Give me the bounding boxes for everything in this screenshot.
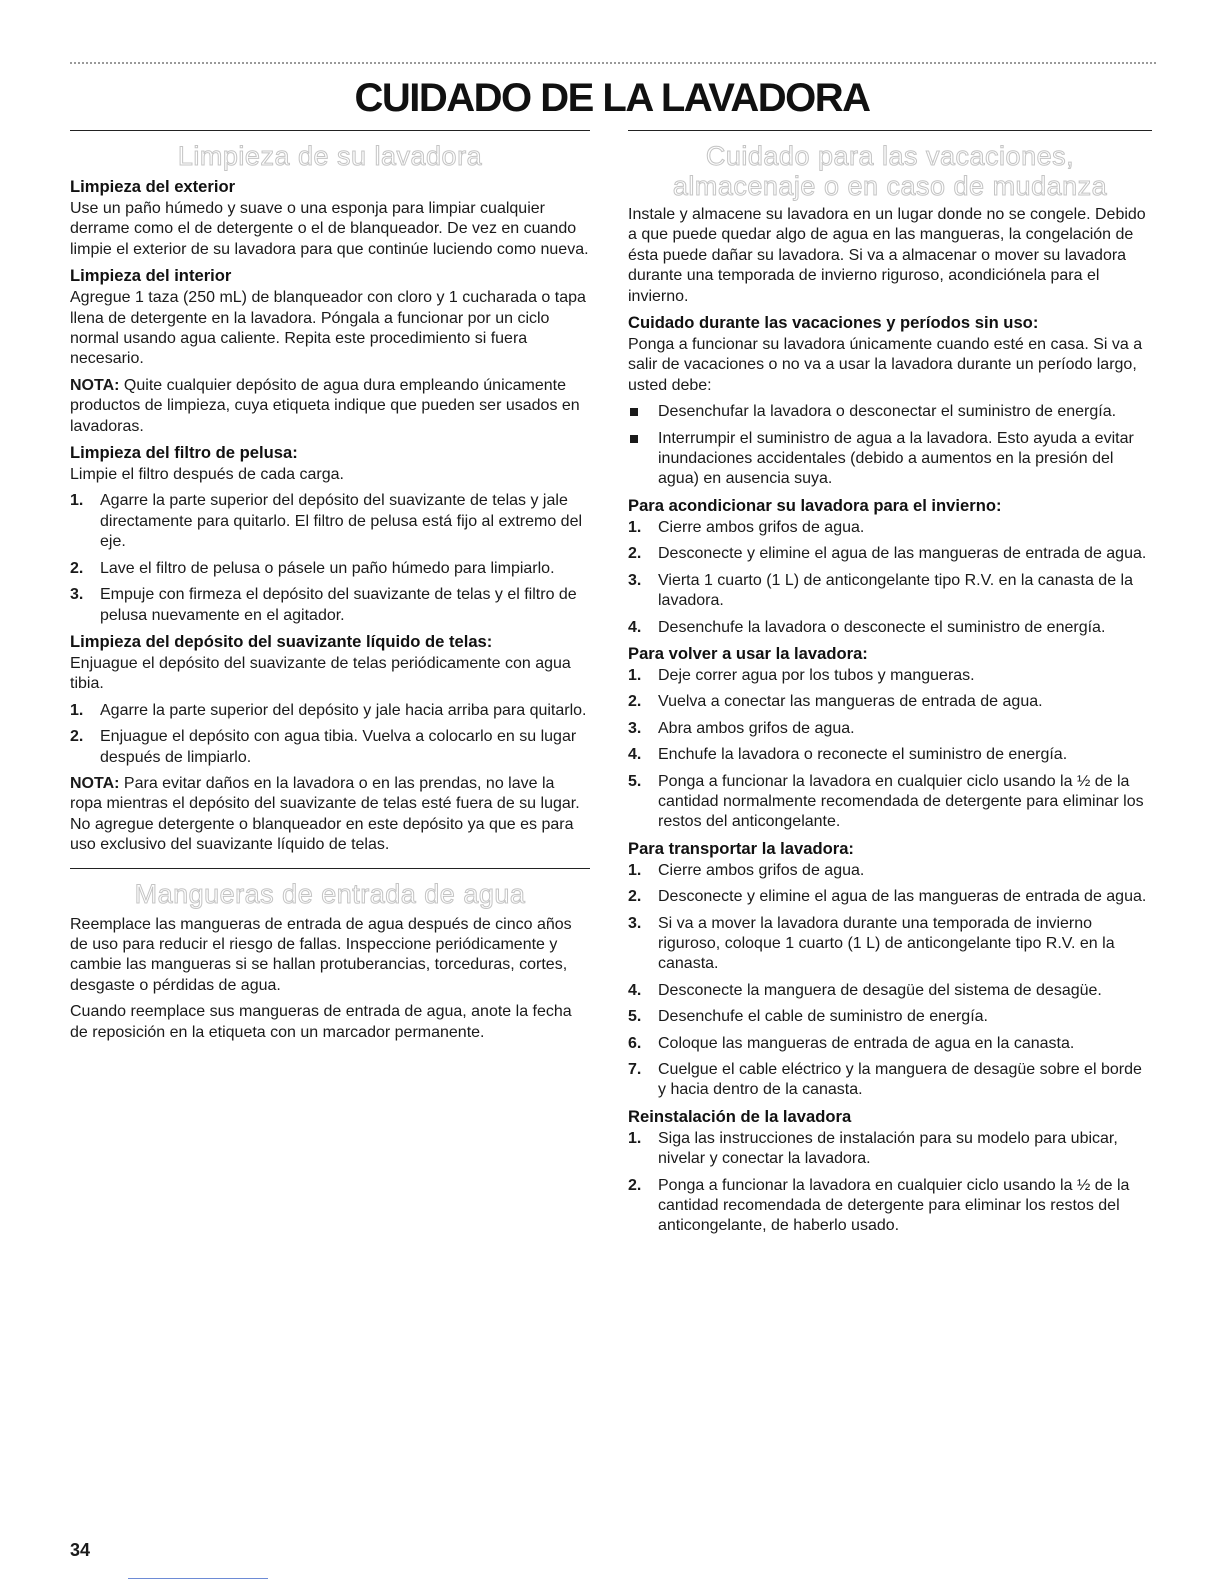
list-item bbox=[70, 585, 590, 626]
step-number: 1. bbox=[70, 701, 84, 719]
footer-line bbox=[128, 1578, 268, 1579]
bullet-text: Interrumpir el suministro de agua a la lavadora. Esto ayuda a evitar inundaciones accidentales (debido a aumentos en la presión del agua) en ausencia suya. bbox=[658, 429, 1134, 488]
list-item bbox=[70, 701, 590, 721]
note-label: NOTA: bbox=[70, 774, 120, 792]
section-rule bbox=[70, 868, 590, 869]
list-item bbox=[628, 887, 1152, 907]
note-text: Quite cualquier depósito de agua dura empleando únicamente productos de limpieza, cuya etiqueta indique que pueden ser usados en lavadoras. bbox=[70, 376, 580, 435]
transport-steps bbox=[628, 861, 1152, 1101]
section-title-line-1: Cuidado para las vacaciones, bbox=[705, 141, 1075, 171]
vacation-bullets bbox=[628, 402, 1152, 490]
step-text: Vierta 1 cuarto (1 L) de anticongelante tipo R.V. en la canasta de la lavadora. bbox=[658, 571, 1133, 610]
bullet-square-icon bbox=[630, 435, 638, 443]
interior-note bbox=[70, 376, 590, 437]
step-text: Desconecte y elimine el agua de las mangueras de entrada de agua. bbox=[658, 888, 1147, 906]
list-item bbox=[70, 727, 590, 768]
step-text: Empuje con firmeza el depósito del suavizante de telas y el filtro de pelusa nuevamente en el agitador. bbox=[100, 586, 577, 624]
heading-transport: Para transportar la lavadora: bbox=[628, 838, 854, 858]
list-item bbox=[628, 618, 1152, 638]
heading-winterize: Para acondicionar su lavadora para el invierno: bbox=[628, 495, 1002, 515]
left-column bbox=[70, 130, 590, 1049]
step-text: Enchufe la lavadora o reconecte el suministro de energía. bbox=[658, 746, 1068, 764]
step-text: Desconecte la manguera de desagüe del sistema de desagüe. bbox=[658, 981, 1102, 999]
list-item bbox=[628, 571, 1152, 612]
section-rule bbox=[628, 130, 1152, 131]
list-item bbox=[628, 692, 1152, 712]
step-text: Ponga a funcionar la lavadora en cualquier ciclo usando la ½ de la cantidad normalmente recomendada de detergente para eliminar los restos del anticongelante. bbox=[658, 772, 1144, 831]
exterior-text: Use un paño húmedo y suave o una esponja para limpiar cualquier derrame como el de detergente o el de blanqueador. De vez en cuando limpie el exterior de su lavadora para que continúe luciendo como nueva. bbox=[70, 200, 589, 258]
step-text: Desconecte y elimine el agua de las mangueras de entrada de agua. bbox=[658, 545, 1147, 563]
list-item bbox=[628, 745, 1152, 765]
page-title: CUIDADO DE LA LAVADORA bbox=[354, 76, 870, 120]
list-item bbox=[70, 559, 590, 579]
list-item bbox=[628, 1129, 1152, 1170]
step-text: Abra ambos grifos de agua. bbox=[658, 719, 855, 737]
step-number: 2. bbox=[628, 1176, 642, 1194]
softener-intro: Enjuague el depósito del suavizante de telas periódicamente con agua tibia. bbox=[70, 654, 571, 693]
list-item bbox=[628, 402, 1152, 422]
list-item bbox=[628, 772, 1152, 833]
list-item bbox=[628, 1176, 1152, 1237]
list-item bbox=[628, 719, 1152, 739]
step-number: 3. bbox=[628, 571, 642, 589]
softener-note bbox=[70, 774, 590, 856]
step-number: 7. bbox=[628, 1061, 642, 1078]
storage-intro: Instale y almacene su lavadora en un lugar donde no se congele. Debido a que puede quedar algo de agua en las mangueras, la congelación de ésta puede dañar su lavadora. Si va a almacenar o mover su lavadora durante una temporada de invierno riguroso, acondiciónela para el invierno. bbox=[628, 206, 1146, 305]
step-text: Desenchufe el cable de suministro de energía. bbox=[658, 1008, 988, 1026]
bullet-text: Desenchufar la lavadora o desconectar el suministro de energía. bbox=[658, 403, 1117, 421]
heading-interior: Limpieza del interior bbox=[70, 266, 232, 286]
step-text: Coloque las mangueras de entrada de agua en la canasta. bbox=[658, 1034, 1075, 1052]
reuse-steps bbox=[628, 666, 1152, 833]
list-item bbox=[628, 666, 1152, 686]
step-number: 2. bbox=[70, 559, 84, 577]
note-text: Para evitar daños en la lavadora o en las prendas, no lave la ropa mientras el depósito del suavizante de telas esté fuera de su lugar. No agregue detergente o blanqueador en este depósito ya que es para uso exclusivo del suavizante líquido de telas. bbox=[70, 774, 580, 854]
reinstall-steps bbox=[628, 1129, 1152, 1237]
heading-lint-filter: Limpieza del filtro de pelusa: bbox=[70, 443, 298, 463]
hoses-text-1: Reemplace las mangueras de entrada de agua después de cinco años de uso para reducir el riesgo de fallas. Inspeccione periódicamente y cambie las mangueras si se hallan protuberancias, torceduras, cortes, desgaste o pérdidas de agua. bbox=[70, 915, 572, 994]
list-item bbox=[628, 544, 1152, 564]
step-text: Siga las instrucciones de instalación para su modelo para ubicar, nivelar y conectar la lavadora. bbox=[658, 1129, 1118, 1168]
step-number: 3. bbox=[628, 914, 642, 932]
step-text: Vuelva a conectar las mangueras de entrada de agua. bbox=[658, 693, 1043, 711]
step-number: 2. bbox=[70, 728, 84, 746]
section-rule bbox=[70, 130, 590, 131]
top-dotted-rule bbox=[70, 62, 1156, 64]
list-item bbox=[628, 1034, 1152, 1054]
note-label: NOTA: bbox=[70, 376, 120, 394]
list-item bbox=[628, 518, 1152, 538]
step-number: 2. bbox=[628, 545, 642, 563]
step-number: 3. bbox=[628, 719, 642, 737]
step-number: 1. bbox=[628, 1129, 642, 1147]
section-title-vacation bbox=[628, 141, 1152, 201]
list-item bbox=[628, 1007, 1152, 1027]
hoses-text-2: Cuando reemplace sus mangueras de entrada de agua, anote la fecha de reposición en la etiqueta con un marcador permanente. bbox=[70, 1003, 572, 1041]
interior-text: Agregue 1 taza (250 mL) de blanqueador con cloro y 1 cucharada o tapa llena de detergente en la lavadora. Póngala a funcionar por un ciclo normal usando agua caliente. Repita este procedimiento si fuera necesario. bbox=[70, 289, 586, 368]
step-number: 4. bbox=[628, 981, 642, 999]
winterize-steps bbox=[628, 518, 1152, 638]
bullet-square-icon bbox=[630, 408, 638, 416]
list-item bbox=[628, 981, 1152, 1001]
step-text: Ponga a funcionar la lavadora en cualquier ciclo usando la ½ de la cantidad recomendada de detergente para eliminar los restos del anticongelante, de haberlo usado. bbox=[658, 1176, 1130, 1235]
step-text: Si va a mover la lavadora durante una temporada de invierno riguroso, coloque 1 cuarto (1 L) de anticongelante tipo R.V. en la canasta. bbox=[658, 914, 1115, 973]
step-number: 6. bbox=[628, 1034, 642, 1052]
step-text: Cierre ambos grifos de agua. bbox=[658, 518, 865, 536]
section-title-hoses: Mangueras de entrada de agua bbox=[134, 878, 526, 909]
list-item bbox=[628, 861, 1152, 881]
right-column bbox=[628, 130, 1152, 1243]
lint-intro: Limpie el filtro después de cada carga. bbox=[70, 466, 344, 484]
step-number: 4. bbox=[628, 618, 642, 636]
heading-vacation: Cuidado durante las vacaciones y períodos sin uso: bbox=[628, 313, 1039, 333]
page-number: 34 bbox=[70, 1540, 91, 1560]
list-item bbox=[628, 429, 1152, 490]
heading-softener: Limpieza del depósito del suavizante líquido de telas: bbox=[70, 631, 493, 651]
step-number: 4. bbox=[628, 746, 642, 764]
heading-reuse: Para volver a usar la lavadora: bbox=[628, 643, 868, 663]
step-number: 3. bbox=[70, 586, 84, 604]
vacation-intro: Ponga a funcionar su lavadora únicamente cuando esté en casa. Si va a salir de vacaciones o no va a usar la lavadora durante un período largo, usted debe: bbox=[628, 336, 1143, 394]
step-number: 1. bbox=[628, 518, 642, 536]
list-item bbox=[628, 914, 1152, 975]
step-text: Agarre la parte superior del depósito del suavizante de telas y jale directamente para quitarlo. El filtro de pelusa está fijo al extremo del eje. bbox=[100, 492, 583, 551]
softener-steps bbox=[70, 701, 590, 768]
step-number: 2. bbox=[628, 888, 642, 906]
list-item bbox=[628, 1060, 1152, 1101]
list-item bbox=[70, 491, 590, 552]
step-number: 1. bbox=[628, 666, 642, 684]
step-text: Agarre la parte superior del depósito y jale hacia arriba para quitarlo. bbox=[100, 701, 587, 719]
step-text: Enjuague el depósito con agua tibia. Vuelva a colocarlo en su lugar después de limpiarlo. bbox=[100, 728, 577, 766]
section-title-cleaning: Limpieza de su lavadora bbox=[177, 141, 483, 171]
step-number: 5. bbox=[628, 1008, 642, 1026]
section-title-line-2: almacenaje o en caso de mudanza bbox=[672, 171, 1108, 201]
heading-exterior: Limpieza del exterior bbox=[70, 177, 236, 196]
step-number: 2. bbox=[628, 693, 642, 711]
step-number: 5. bbox=[628, 772, 642, 790]
step-text: Lave el filtro de pelusa o pásele un paño húmedo para limpiarlo. bbox=[100, 559, 555, 577]
step-number: 1. bbox=[70, 492, 84, 510]
heading-reinstall: Reinstalación de la lavadora bbox=[628, 1106, 852, 1126]
step-text: Cierre ambos grifos de agua. bbox=[658, 861, 865, 879]
lint-steps bbox=[70, 491, 590, 625]
step-text: Cuelgue el cable eléctrico y la manguera de desagüe sobre el borde y hacia dentro de la canasta. bbox=[658, 1061, 1142, 1099]
step-text: Desenchufe la lavadora o desconecte el suministro de energía. bbox=[658, 618, 1106, 636]
step-text: Deje correr agua por los tubos y mangueras. bbox=[658, 666, 975, 684]
step-number: 1. bbox=[628, 861, 642, 879]
